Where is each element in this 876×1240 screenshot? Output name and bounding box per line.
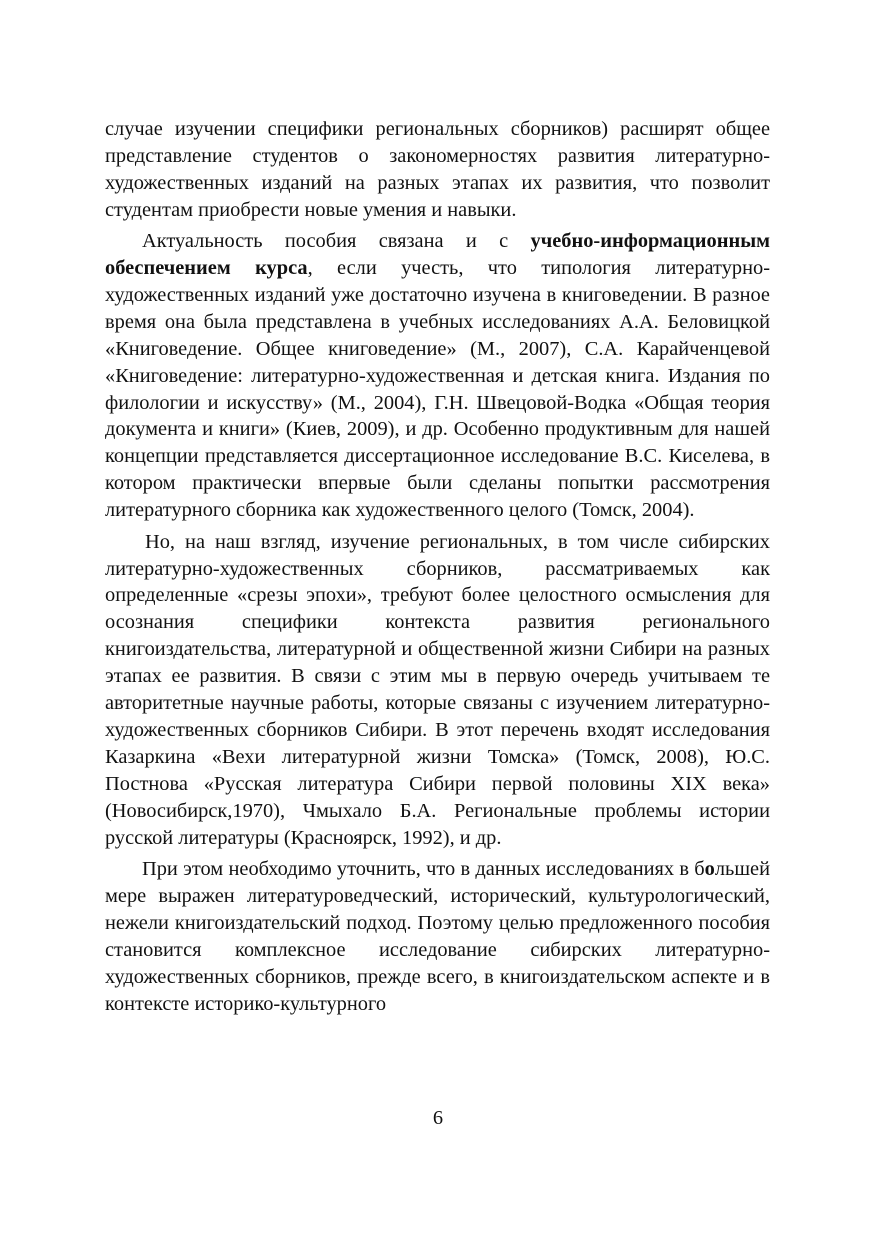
page-number: 6	[432, 1107, 444, 1129]
paragraph-1: случае изучении специфики региональных сборников) расширят общее представление студентов о закономерностях развития литературно-художественных изданий на разных этапах их развития, что позволит студентам приобрести новые умения и навыки.	[105, 118, 770, 221]
paragraph-2-rest: , если учесть, что типология литературно-художественных изданий уже достаточно изучена в книговедении. В разное время она была представлена в учебных исследованиях А.А. Беловицкой «Книговедение. Общее книговедение» (М., 2007), С.А. Карайченцевой «Книговедение: литературно-художественная и детская книга. Издания по филологии и искусству» (М., 2004), Г.Н. Швецовой-Водка «Общая теория документа и книги» (Киев, 2009), и др. Особенно продуктивным для нашей концепции представляется диссертационное исследование В.С. Киселева, в котором практически впервые были сделаны попытки рассмотрения литературного сборника как художественного целого (Томск, 2004).	[105, 257, 770, 522]
paragraph-3: Но, на наш взгляд, изучение региональных, в том числе сибирских литературно-художественных сборников, рассматриваемых как определенные «срезы эпохи», требуют более целостного осмысления для осознания специфики контекста развития регионального книгоиздательства, литературной и общественной жизни Сибири на разных этапах ее развития. В связи с этим мы в первую очередь учитываем те авторитетные научные работы, которые связаны с изучением литературно-художественных сборников Сибири. В этот перечень входят исследования Казаркина «Вехи литературной жизни Томска» (Томск, 2008), Ю.С. Постнова «Русская литература Сибири первой половины XIX века» (Новосибирск,1970), Чмыхало Б.А. Региональные проблемы истории русской литературы (Красноярск, 1992), и др.	[105, 530, 770, 849]
paragraph-4-rest: льшей мере выражен литературоведческий, исторический, культурологический, нежели книгоиздательский подход. Поэтому целью предложенного пособия становится комплексное исследование сибирских литературно-художественных сборников, прежде всего, в книгоиздательском аспекте и в контексте историко-культурного	[105, 857, 770, 1015]
paragraph-4	[105, 856, 770, 1017]
paragraph-4-stressed-letter: о	[704, 857, 715, 880]
paragraph-2-bold-phrase: учебно-информационным обеспечением курса	[105, 230, 770, 280]
paragraph-2-lead: Актуальность пособия связана и с	[142, 230, 531, 253]
paragraph-4-lead: При этом необходимо уточнить, что в данных исследованиях в б	[142, 857, 705, 880]
paragraph-2	[105, 228, 770, 524]
document-page	[105, 116, 770, 1022]
